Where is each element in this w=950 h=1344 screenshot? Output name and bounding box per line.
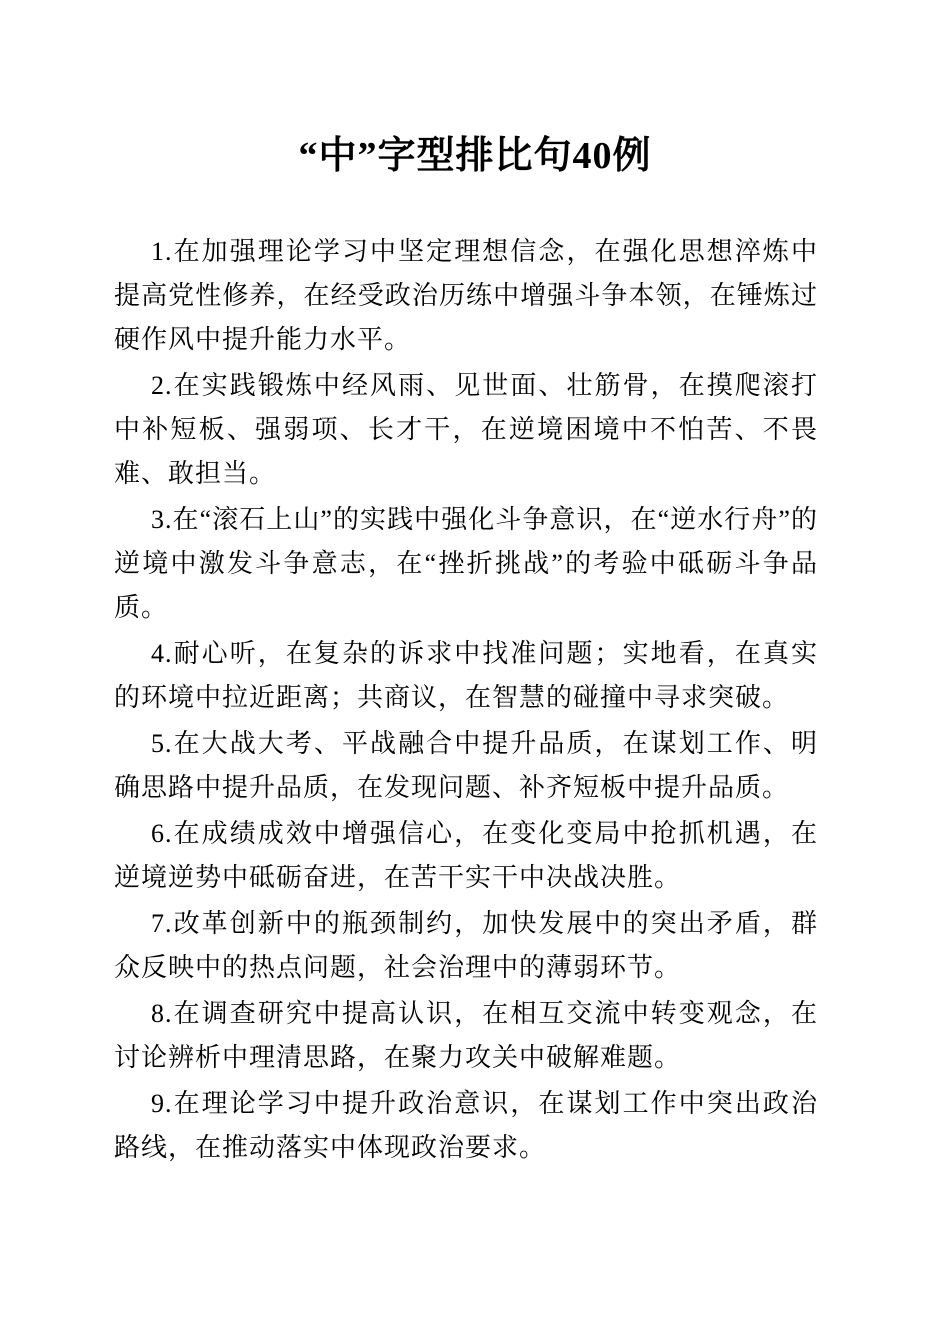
paragraph-9: 9.在理论学习中提升政治意识，在谋划工作中突出政治路线，在推动落实中体现政治要求。 [114,1089,818,1162]
paragraph-8: 8.在调查研究中提高认识，在相互交流中转变观念，在讨论辨析中理清思路，在聚力攻关中破解难题。 [114,999,818,1072]
paragraph-1: 1.在加强理论学习中坚定理想信念，在强化思想淬炼中提高党性修养，在经受政治历练中增强斗争本领，在锤炼过硬作风中提升能力水平。 [114,237,818,354]
paragraph-7: 7.改革创新中的瓶颈制约，加快发展中的突出矛盾，群众反映中的热点问题，社会治理中的薄弱环节。 [114,909,818,982]
paragraph-3: 3.在“滚石上山”的实践中强化斗争意识，在“逆水行舟”的逆境中激发斗争意志，在“挫折挑战”的考验中砥砺斗争品质。 [114,505,818,622]
paragraph-4: 4.耐心听，在复杂的诉求中找准问题；实地看，在真实的环境中拉近距离；共商议，在智慧的碰撞中寻求突破。 [114,639,818,712]
paragraph-5: 5.在大战大考、平战融合中提升品质，在谋划工作、明确思路中提升品质，在发现问题、补齐短板中提升品质。 [114,729,818,802]
document-body [0,230,950,1170]
paragraph-6: 6.在成绩成效中增强信心，在变化变局中抢抓机遇，在逆境逆势中砥砺奋进，在苦干实干中决战决胜。 [114,819,818,892]
paragraph-2: 2.在实践锻炼中经风雨、见世面、壮筋骨，在摸爬滚打中补短板、强弱项、长才干，在逆境困境中不怕苦、不畏难、敢担当。 [114,371,818,488]
document-title: “中”字型排比句40例 [298,135,652,177]
